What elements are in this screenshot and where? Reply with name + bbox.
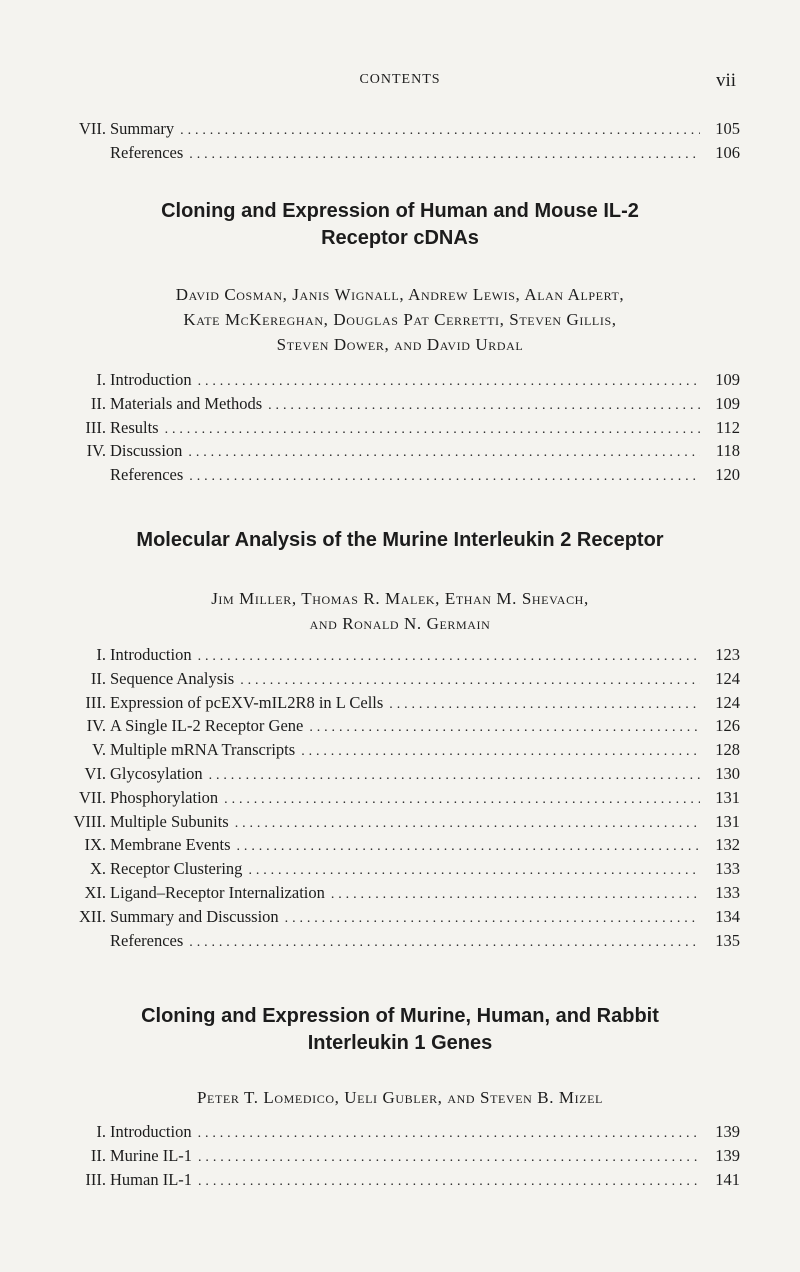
authors-line: Steven Dower, and David Urdal <box>276 335 524 354</box>
toc-entry <box>50 441 740 465</box>
toc-entry <box>50 835 740 859</box>
chapter-title <box>70 527 730 554</box>
entry-title: References <box>110 142 184 162</box>
entry-page: 131 <box>715 811 740 831</box>
chapter-title <box>70 1003 730 1057</box>
entry-page: 141 <box>715 1169 740 1189</box>
entry-title: Introduction <box>110 370 192 389</box>
entry-number: I. <box>96 1122 106 1141</box>
toc-entry <box>50 859 740 883</box>
entry-title: Sequence Analysis <box>110 668 235 688</box>
toc-entry <box>50 143 740 167</box>
entry-page: 139 <box>715 1145 740 1165</box>
entry-page: 105 <box>715 119 740 138</box>
entry-title: Materials and Methods <box>110 393 263 413</box>
entry-page: 109 <box>715 393 740 413</box>
toc-entry <box>50 1146 740 1170</box>
entry-title: Introduction <box>110 645 192 664</box>
entry-title: Membrane Events <box>110 835 231 855</box>
dot-leader <box>198 374 700 390</box>
entry-title: Expression of pcEXV-mIL2R8 in L Cells <box>110 692 384 712</box>
entry-page: 139 <box>715 1122 740 1141</box>
authors-line: and Ronald N. Germain <box>309 614 491 633</box>
toc-entry <box>50 1170 740 1194</box>
dot-leader <box>309 720 700 736</box>
entry-page: 124 <box>715 668 740 688</box>
entry-page: 133 <box>715 859 740 879</box>
authors-line: Peter T. Lomedico, Ueli Gubler, and Steven B. Mizel <box>196 1088 603 1107</box>
entry-number: I. <box>96 645 106 664</box>
chapter-title-line: Molecular Analysis of the Murine Interleukin 2 Receptor <box>136 529 664 551</box>
entry-number: III. <box>85 417 106 437</box>
dot-leader <box>237 839 700 855</box>
toc-entry <box>50 1122 740 1146</box>
toc-entry <box>50 669 740 693</box>
entry-number: XII. <box>78 906 106 926</box>
entry-number: VII. <box>78 119 106 138</box>
chapter-title <box>70 198 730 252</box>
dot-leader <box>389 697 700 713</box>
dot-leader <box>198 1126 700 1142</box>
entry-page: 106 <box>715 142 740 162</box>
toc-entry <box>50 370 740 394</box>
entry-page: 112 <box>715 417 740 437</box>
page-number: vii <box>715 70 736 91</box>
dot-leader <box>198 649 700 665</box>
toc-entry <box>50 788 740 812</box>
entry-title: Ligand–Receptor Internalization <box>110 882 325 902</box>
toc-entry <box>50 465 740 489</box>
entry-number: II. <box>90 393 106 413</box>
toc-entry <box>50 693 740 717</box>
running-head-title: CONTENTS <box>359 72 441 87</box>
entry-page: 132 <box>715 835 740 855</box>
chapter-authors <box>60 1085 740 1110</box>
entry-title: A Single IL-2 Receptor Gene <box>110 716 304 736</box>
toc-entry <box>50 812 740 836</box>
dot-leader <box>285 911 700 927</box>
entry-page: 118 <box>715 441 740 461</box>
toc-entry <box>50 418 740 442</box>
entry-number: XI. <box>84 882 106 902</box>
entry-page: 128 <box>715 740 740 760</box>
dot-leader <box>331 887 700 903</box>
dot-leader <box>224 792 700 808</box>
entry-title: Summary and Discussion <box>110 906 279 926</box>
dot-leader <box>235 816 700 832</box>
dot-leader <box>268 398 700 414</box>
entry-number: IV. <box>86 716 106 736</box>
toc-entry <box>50 883 740 907</box>
toc-entry <box>50 740 740 764</box>
entry-page: 120 <box>715 465 740 485</box>
entry-number: VI. <box>84 763 106 783</box>
chapter-authors <box>60 282 740 357</box>
entry-page: 134 <box>715 906 740 926</box>
toc-section-3 <box>50 1122 740 1193</box>
entry-title: Multiple mRNA Transcripts <box>110 740 296 760</box>
toc-entry <box>50 119 740 143</box>
chapter-title-line: Cloning and Expression of Human and Mouse IL-2 <box>161 200 639 222</box>
entry-title: References <box>110 930 184 950</box>
entry-number: III. <box>85 692 106 712</box>
entry-number: VIII. <box>73 811 106 831</box>
toc-section-0 <box>50 119 740 167</box>
entry-number: II. <box>90 1145 106 1165</box>
entry-number: V. <box>92 740 106 760</box>
entry-page: 126 <box>715 716 740 736</box>
entry-page: 124 <box>715 692 740 712</box>
entry-title: Discussion <box>110 441 183 461</box>
entry-number: II. <box>90 668 106 688</box>
dot-leader <box>198 1150 700 1166</box>
authors-line: David Cosman, Janis Wignall, Andrew Lewis, Alan Alpert, <box>175 285 625 304</box>
chapter-title-line: Interleukin 1 Genes <box>307 1032 493 1054</box>
toc-entry <box>50 645 740 669</box>
entry-number: III. <box>85 1169 106 1189</box>
chapter-authors <box>60 586 740 636</box>
entry-page: 131 <box>715 787 740 807</box>
toc-entry <box>50 931 740 955</box>
authors-line: Jim Miller, Thomas R. Malek, Ethan M. Shevach, <box>211 589 589 608</box>
dot-leader <box>188 445 700 461</box>
dot-leader <box>198 1174 700 1190</box>
dot-leader <box>165 422 700 438</box>
entry-title: Results <box>110 417 159 437</box>
dot-leader <box>301 744 700 760</box>
chapter-title-line: Receptor cDNAs <box>321 227 479 249</box>
toc-entry <box>50 764 740 788</box>
entry-number: IV. <box>86 441 106 461</box>
entry-title: Glycosylation <box>110 763 203 783</box>
entry-title: Introduction <box>110 1122 192 1141</box>
entry-title: Human IL-1 <box>110 1169 193 1189</box>
entry-number: VII. <box>78 787 106 807</box>
entry-page: 130 <box>715 763 740 783</box>
toc-entry <box>50 716 740 740</box>
entry-number: X. <box>89 859 106 879</box>
entry-page: 109 <box>715 370 740 389</box>
authors-line: Kate McKereghan, Douglas Pat Cerretti, Steven Gillis, <box>183 310 617 329</box>
entry-title: Murine IL-1 <box>110 1145 193 1165</box>
toc-section-2 <box>50 645 740 954</box>
entry-title: Phosphorylation <box>110 787 219 807</box>
entry-page: 123 <box>715 645 740 664</box>
chapter-title-line: Cloning and Expression of Murine, Human, and Rabbit <box>141 1005 659 1027</box>
dot-leader <box>189 469 700 485</box>
toc-entry <box>50 394 740 418</box>
entry-title: Summary <box>110 119 175 138</box>
entry-page: 135 <box>715 930 740 950</box>
entry-number: I. <box>96 370 106 389</box>
dot-leader <box>240 673 700 689</box>
dot-leader <box>180 123 700 139</box>
dot-leader <box>189 147 700 163</box>
toc-section-1 <box>50 370 740 489</box>
dot-leader <box>248 863 700 879</box>
entry-page: 133 <box>715 882 740 902</box>
running-head <box>0 72 800 96</box>
toc-entry <box>50 907 740 931</box>
dot-leader <box>209 768 700 784</box>
entry-title: Multiple Subunits <box>110 811 229 831</box>
dot-leader <box>189 935 700 951</box>
entry-number: IX. <box>84 835 106 855</box>
entry-title: References <box>110 465 184 485</box>
entry-title: Receptor Clustering <box>110 859 243 879</box>
